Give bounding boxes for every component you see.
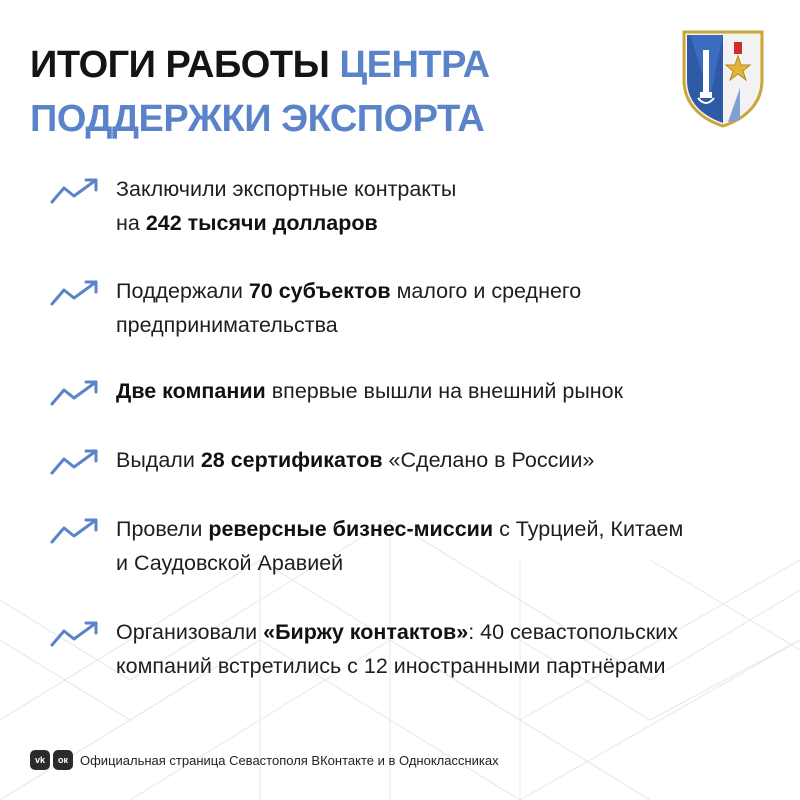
item-text: Две компании впервые вышли на внешний рынок (116, 379, 624, 403)
trend-up-icon (48, 619, 102, 649)
trend-up-icon (48, 378, 102, 408)
sevastopol-coat-of-arms-icon (680, 28, 766, 128)
vk-icon[interactable]: vk (30, 750, 50, 770)
footer-text: Официальная страница Севастополя ВКонтакте и в Одноклассниках (80, 752, 499, 768)
title-part-3: ПОДДЕРЖКИ ЭКСПОРТА (30, 98, 485, 140)
item-text: Провели реверсные бизнес-миссии с Турцией, Китаем и Саудовской Аравией (116, 517, 684, 575)
page-title (30, 38, 490, 146)
trend-up-icon (48, 176, 102, 206)
trend-up-icon (48, 516, 102, 546)
title-part-1: ИТОГИ РАБОТЫ (30, 44, 330, 86)
item-text: Поддержали 70 субъектов малого и среднего предпринимательства (116, 279, 582, 337)
title-part-2: ЦЕНТРА (339, 44, 490, 86)
item-text: Заключили экспортные контракты на 242 тысячи долларов (116, 177, 457, 235)
trend-up-icon (48, 447, 102, 477)
trend-up-icon (48, 278, 102, 308)
footer (30, 748, 499, 772)
odnoklassniki-icon[interactable]: ок (53, 750, 73, 770)
item-text: Выдали 28 сертификатов «Сделано в России» (116, 448, 595, 472)
item-text: Организовали «Биржу контактов»: 40 севастопольских компаний встретились с 12 иностранными партнёрами (116, 620, 678, 678)
